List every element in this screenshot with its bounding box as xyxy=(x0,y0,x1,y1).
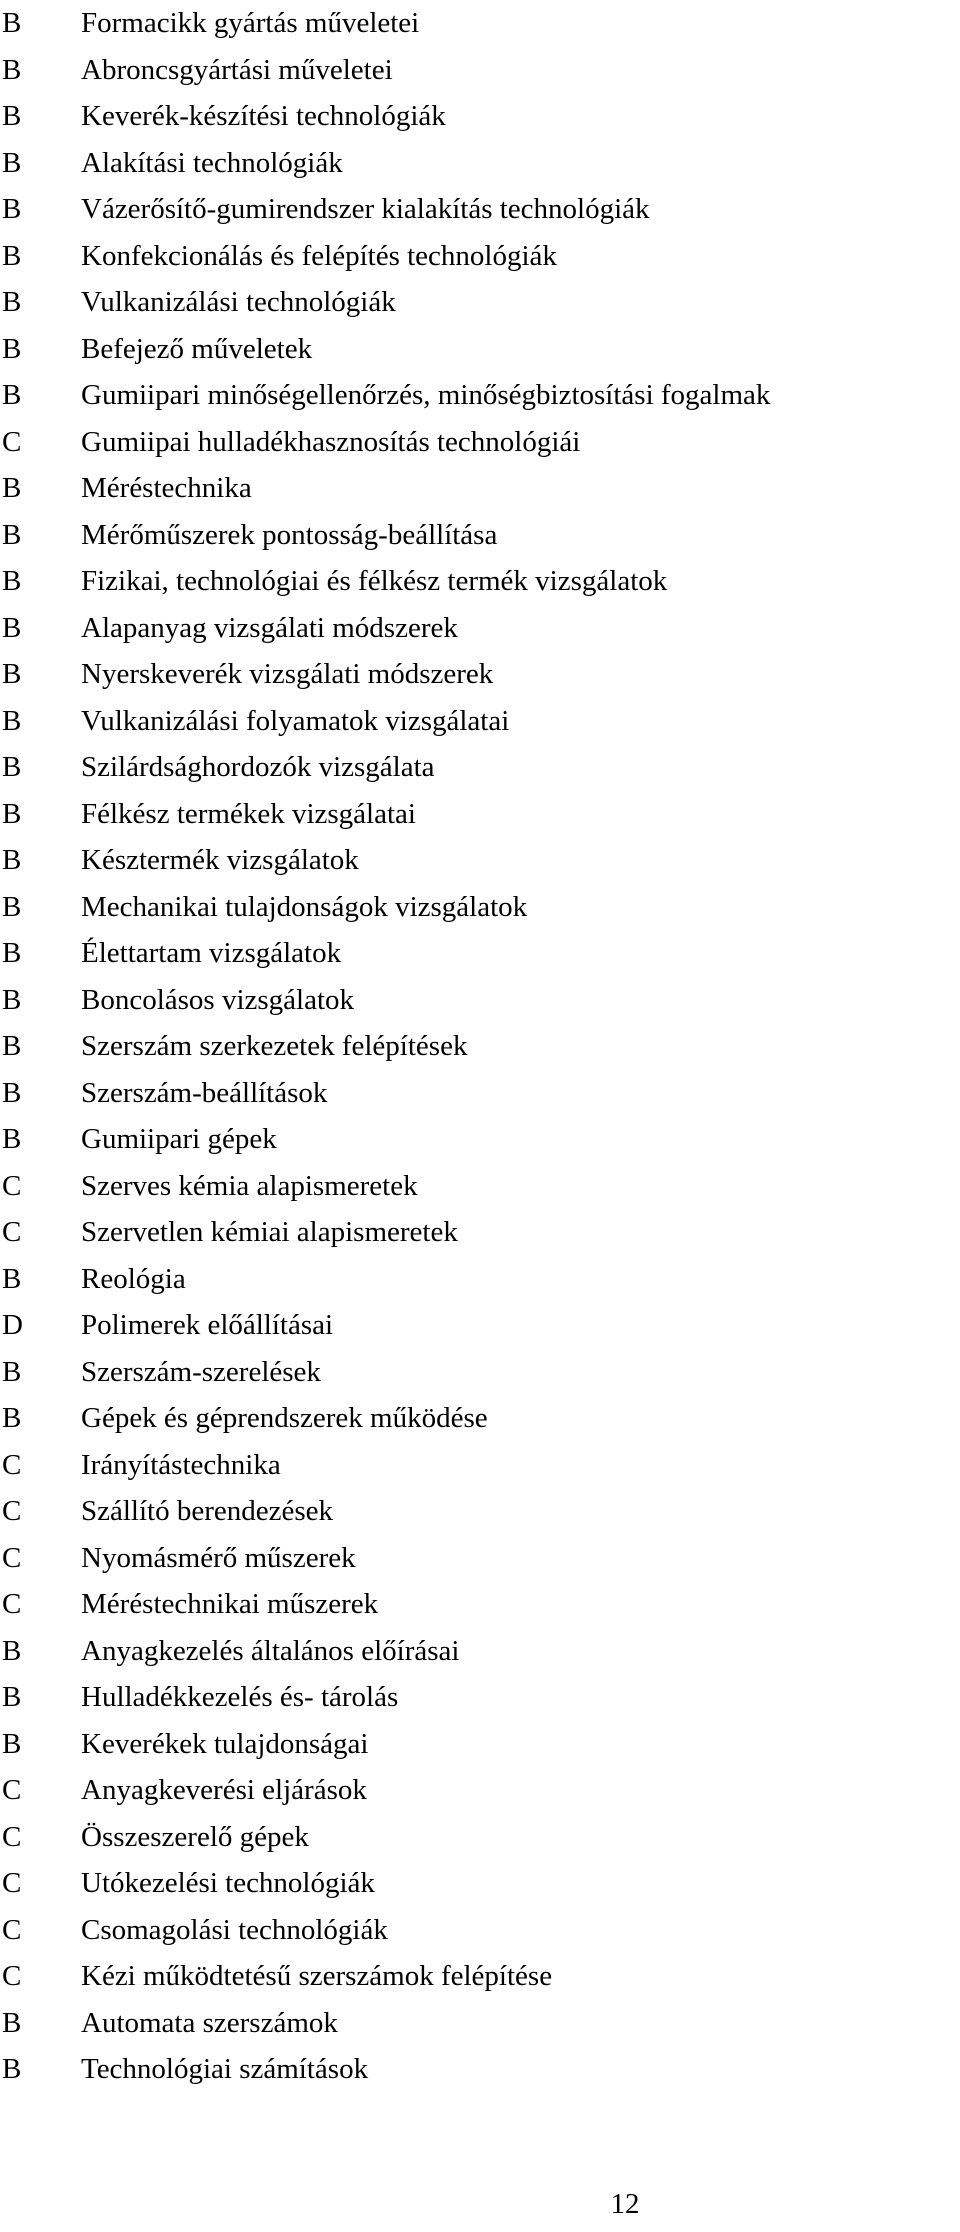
topic-text: Élettartam vizsgálatok xyxy=(81,937,342,969)
list-item xyxy=(0,374,960,421)
list-item xyxy=(0,932,960,979)
level-code: B xyxy=(2,1634,22,1667)
topic-text: Vulkanizálási folyamatok vizsgálatai xyxy=(81,704,510,737)
level-code: B xyxy=(2,239,22,272)
topic-text: Utókezelési technológiák xyxy=(81,1867,375,1899)
list-item xyxy=(0,1025,960,1072)
level-code: C xyxy=(2,1913,22,1946)
list-item xyxy=(0,1583,960,1630)
topic-text: Irányítástechnika xyxy=(81,1448,281,1481)
topic-text: Konfekcionálás és felépítés technológiák xyxy=(81,239,557,272)
level-code: B xyxy=(2,937,22,969)
topic-text: Méréstechnika xyxy=(81,472,252,504)
level-code: B xyxy=(2,1076,22,1109)
list-item xyxy=(0,1397,960,1444)
level-code: B xyxy=(2,983,22,1016)
topic-text: Befejező műveletek xyxy=(81,332,313,365)
level-code: B xyxy=(2,2006,22,2039)
level-code: B xyxy=(2,1355,22,1388)
topic-text: Mérőműszerek pontosság-beállítása xyxy=(81,518,498,551)
topic-text: Keverékek tulajdonságai xyxy=(81,1727,369,1760)
list-item xyxy=(0,142,960,189)
level-code: B xyxy=(2,146,22,179)
level-code: C xyxy=(2,1820,22,1853)
level-code: B xyxy=(2,1030,22,1062)
topic-text: Alapanyag vizsgálati módszerek xyxy=(81,611,458,644)
topic-text: Összeszerelő gépek xyxy=(81,1820,309,1853)
list-item xyxy=(0,1118,960,1165)
list-item xyxy=(0,1816,960,1863)
level-code: B xyxy=(2,704,22,737)
topic-text: Boncolásos vizsgálatok xyxy=(81,983,355,1016)
topic-text: Gépek és géprendszerek működése xyxy=(81,1402,488,1434)
list-item xyxy=(0,1723,960,1770)
topic-text: Anyagkeverési eljárások xyxy=(81,1774,367,1806)
list-item xyxy=(0,979,960,1026)
level-code: B xyxy=(2,890,22,923)
list-item xyxy=(0,746,960,793)
list-item xyxy=(0,95,960,142)
level-code: C xyxy=(2,425,22,458)
level-code: B xyxy=(2,658,22,690)
list-item xyxy=(0,2048,960,2095)
list-item xyxy=(0,188,960,235)
list-item xyxy=(0,1165,960,1212)
level-code: B xyxy=(2,797,22,830)
list-item xyxy=(0,49,960,96)
level-code: C xyxy=(2,1541,22,1574)
level-code: B xyxy=(2,1727,22,1760)
topic-text: Vázerősítő-gumirendszer kialakítás technológiák xyxy=(81,193,650,225)
topic-text: Vulkanizálási technológiák xyxy=(81,286,396,318)
topic-text: Keverék-készítési technológiák xyxy=(81,100,446,132)
list-item xyxy=(0,1676,960,1723)
list-item xyxy=(0,1351,960,1398)
level-code: B xyxy=(2,332,22,365)
level-code: C xyxy=(2,1774,22,1806)
topic-text: Gumiipai hulladékhasznosítás technológiái xyxy=(81,425,581,458)
level-code: B xyxy=(2,1402,22,1434)
topic-text: Szerszám-beállítások xyxy=(81,1076,328,1109)
list-item xyxy=(0,1072,960,1119)
list-item xyxy=(0,560,960,607)
list-item xyxy=(0,2,960,49)
list-item xyxy=(0,1909,960,1956)
level-code: B xyxy=(2,518,22,551)
list-item xyxy=(0,1304,960,1351)
list-item xyxy=(0,235,960,282)
level-code: B xyxy=(2,751,22,783)
level-code: B xyxy=(2,193,22,225)
list-item xyxy=(0,281,960,328)
topic-text: Méréstechnikai műszerek xyxy=(81,1588,379,1620)
level-code: B xyxy=(2,1262,22,1295)
list-item xyxy=(0,793,960,840)
topic-text: Késztermék vizsgálatok xyxy=(81,844,359,876)
list-item xyxy=(0,886,960,933)
list-item xyxy=(0,514,960,561)
topic-text: Gumiipari gépek xyxy=(81,1123,277,1155)
level-code: B xyxy=(2,286,22,318)
level-code: C xyxy=(2,1495,22,1527)
topic-text: Szerszám szerkezetek felépítések xyxy=(81,1030,468,1062)
list-item xyxy=(0,2002,960,2049)
list-item xyxy=(0,1258,960,1305)
list-item xyxy=(0,1211,960,1258)
list-item xyxy=(0,1769,960,1816)
topic-text: Anyagkezelés általános előírásai xyxy=(81,1634,460,1667)
topic-text: Nyerskeverék vizsgálati módszerek xyxy=(81,658,494,690)
level-code: B xyxy=(2,565,22,597)
topic-text: Alakítási technológiák xyxy=(81,146,343,179)
level-code: B xyxy=(2,100,22,132)
level-code: C xyxy=(2,1960,22,1992)
topic-text: Reológia xyxy=(81,1262,186,1295)
topic-text: Formacikk gyártás műveletei xyxy=(81,7,420,39)
topic-text: Automata szerszámok xyxy=(81,2006,338,2039)
topic-text: Kézi működtetésű szerszámok felépítése xyxy=(81,1960,553,1992)
list-item xyxy=(0,1862,960,1909)
topic-text: Csomagolási technológiák xyxy=(81,1913,388,1946)
topic-text: Technológiai számítások xyxy=(81,2053,369,2085)
topic-text: Hulladékkezelés és- tárolás xyxy=(81,1681,399,1713)
list-item xyxy=(0,421,960,468)
topic-text: Mechanikai tulajdonságok vizsgálatok xyxy=(81,890,528,923)
topic-text: Abroncsgyártási műveletei xyxy=(81,53,393,86)
topic-text: Szerves kémia alapismeretek xyxy=(81,1169,418,1202)
level-code: B xyxy=(2,2053,22,2085)
list-item xyxy=(0,1955,960,2002)
topic-text: Félkész termékek vizsgálatai xyxy=(81,797,416,830)
list-item xyxy=(0,653,960,700)
level-code: C xyxy=(2,1448,22,1481)
level-code: B xyxy=(2,844,22,876)
level-code: B xyxy=(2,611,22,644)
topic-text: Szállító berendezések xyxy=(81,1495,334,1527)
topic-text: Gumiipari minőségellenőrzés, minőségbiztosítási fogalmak xyxy=(81,379,771,411)
topic-text: Polimerek előállításai xyxy=(81,1309,334,1341)
level-code: C xyxy=(2,1588,22,1620)
list-item xyxy=(0,1537,960,1584)
list-item xyxy=(0,700,960,747)
topic-text: Szervetlen kémiai alapismeretek xyxy=(81,1216,458,1248)
level-code: B xyxy=(2,472,22,504)
list-item xyxy=(0,328,960,375)
list-item xyxy=(0,839,960,886)
list-item xyxy=(0,607,960,654)
topic-list xyxy=(0,2,960,2095)
topic-text: Szerszám-szerelések xyxy=(81,1355,321,1388)
level-code: C xyxy=(2,1216,22,1248)
topic-text: Nyomásmérő műszerek xyxy=(81,1541,356,1574)
level-code: C xyxy=(2,1169,22,1202)
list-item xyxy=(0,1630,960,1677)
level-code: C xyxy=(2,1867,22,1899)
level-code: B xyxy=(2,53,22,86)
level-code: B xyxy=(2,379,22,411)
list-item xyxy=(0,1490,960,1537)
page-number: 12 xyxy=(610,2188,640,2220)
topic-text: Szilárdsághordozók vizsgálata xyxy=(81,751,435,783)
level-code: B xyxy=(2,7,22,39)
level-code: D xyxy=(2,1309,23,1341)
topic-text: Fizikai, technológiai és félkész termék vizsgálatok xyxy=(81,565,668,597)
level-code: B xyxy=(2,1123,22,1155)
level-code: B xyxy=(2,1681,22,1713)
list-item xyxy=(0,467,960,514)
list-item xyxy=(0,1444,960,1491)
